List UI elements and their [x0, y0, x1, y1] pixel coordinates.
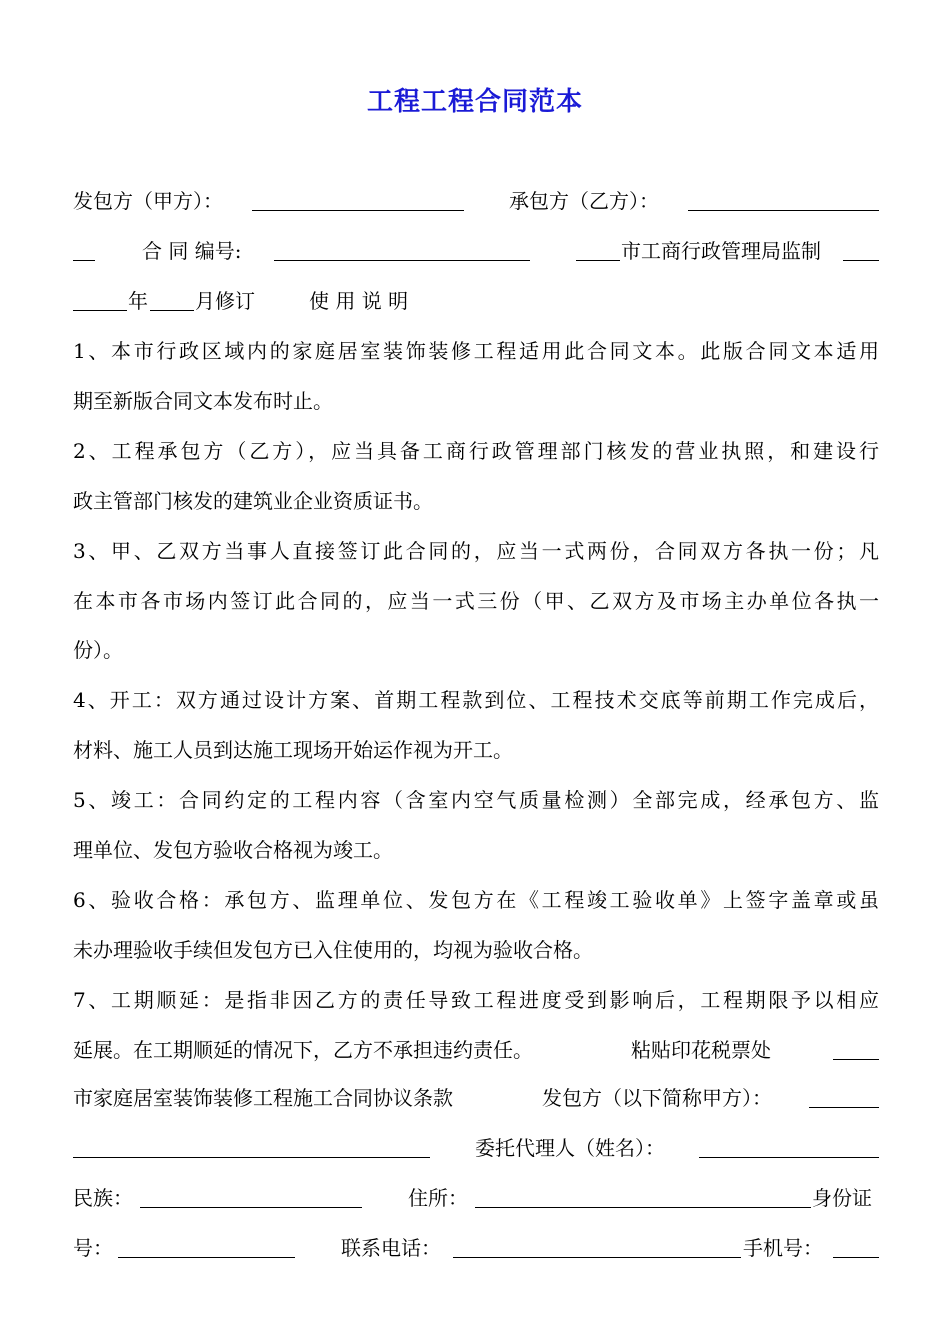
stamp-label: 粘贴印花税票处 [631, 1038, 771, 1062]
terms-line [73, 1078, 879, 1118]
paragraph-1-line-1: 1、本市行政区域内的家庭居室装饰装修工程适用此合同文本。此版合同文本适用 [73, 339, 879, 363]
month-revised-label: 月修订 [195, 289, 255, 313]
party-a-blank [252, 210, 464, 211]
ethnicity-label: 民族： [73, 1186, 133, 1210]
agent-blank [699, 1157, 879, 1158]
contract-number-blank [274, 260, 530, 261]
year-label: 年 [128, 289, 148, 313]
parties-line [73, 181, 879, 221]
supervisor-prefix-blank [576, 260, 620, 261]
supervisor-suffix-blank [843, 260, 879, 261]
paragraph-5-line-1: 5、竣工：合同约定的工程内容（含室内空气质量检测）全部完成，经承包方、监 [73, 788, 879, 812]
contract-number-label: 合 同 编号: [142, 239, 242, 263]
mobile-label: 手机号： [743, 1236, 823, 1260]
paragraph-4-line-1: 4、开工：双方通过设计方案、首期工程款到位、工程技术交底等前期工作完成后， [73, 688, 879, 712]
contact-line [73, 1228, 879, 1268]
paragraph-6-line-2: 未办理验收手续但发包方已入住使用的，均视为验收合格。 [73, 938, 593, 962]
party-a-label: 发包方（甲方）： [73, 189, 223, 213]
supervisor-label: 市工商行政管理局监制 [621, 239, 821, 263]
terms-title: 市家庭居室装饰装修工程施工合同协议条款 [73, 1086, 453, 1110]
paragraph-1-line-2: 期至新版合同文本发布时止。 [73, 389, 333, 413]
mobile-blank [833, 1257, 879, 1258]
ethnicity-address-line [73, 1178, 879, 1218]
ethnicity-blank [140, 1207, 362, 1208]
address-label: 住所： [408, 1186, 468, 1210]
paragraph-7-stamp-line [73, 1030, 879, 1070]
paragraph-3-line-3: 份）。 [73, 638, 123, 662]
party-b-blank [688, 210, 879, 211]
paragraph-5-line-2: 理单位、发包方验收合格视为竣工。 [73, 838, 393, 862]
instructions-heading: 使 用 说 明 [309, 289, 409, 313]
agent-line [73, 1128, 879, 1168]
contract-number-line [73, 231, 879, 271]
id-number-blank [118, 1257, 295, 1258]
phone-label: 联系电话： [341, 1236, 441, 1260]
paragraph-3-line-2: 在本市各市场内签订此合同的，应当一式三份（甲、乙双方及市场主办单位各执一 [73, 589, 879, 613]
id-label-part2: 号： [73, 1236, 113, 1260]
party-a-full-blank-continued [73, 1157, 430, 1158]
paragraph-2-line-2: 政主管部门核发的建筑业企业资质证书。 [73, 489, 433, 513]
phone-blank [453, 1257, 741, 1258]
paragraph-7-line-2: 延展。在工期顺延的情况下，乙方不承担违约责任。 [73, 1038, 533, 1062]
party-a-full-label: 发包方（以下简称甲方）： [542, 1086, 772, 1110]
year-blank [73, 310, 127, 311]
id-label-part1: 身份证 [812, 1186, 872, 1210]
agent-label: 委托代理人（姓名）： [475, 1136, 665, 1160]
stamp-blank [833, 1059, 879, 1060]
party-b-blank-continued [73, 260, 95, 261]
party-b-label: 承包方（乙方）： [509, 189, 659, 213]
month-blank [150, 310, 194, 311]
revision-line [73, 281, 879, 321]
paragraph-6-line-1: 6、验收合格：承包方、监理单位、发包方在《工程竣工验收单》上签字盖章或虽 [73, 888, 879, 912]
party-a-full-blank [809, 1107, 879, 1108]
address-blank [475, 1207, 811, 1208]
paragraph-4-line-2: 材料、施工人员到达施工现场开始运作视为开工。 [73, 738, 513, 762]
paragraph-3-line-1: 3、甲、乙双方当事人直接签订此合同的，应当一式两份，合同双方各执一份；凡 [73, 539, 879, 563]
document-title: 工程工程合同范本 [366, 87, 583, 117]
paragraph-7-line-1: 7、工期顺延：是指非因乙方的责任导致工程进度受到影响后，工程期限予以相应 [73, 988, 879, 1012]
paragraph-2-line-1: 2、工程承包方（乙方），应当具备工商行政管理部门核发的营业执照，和建设行 [73, 439, 879, 463]
